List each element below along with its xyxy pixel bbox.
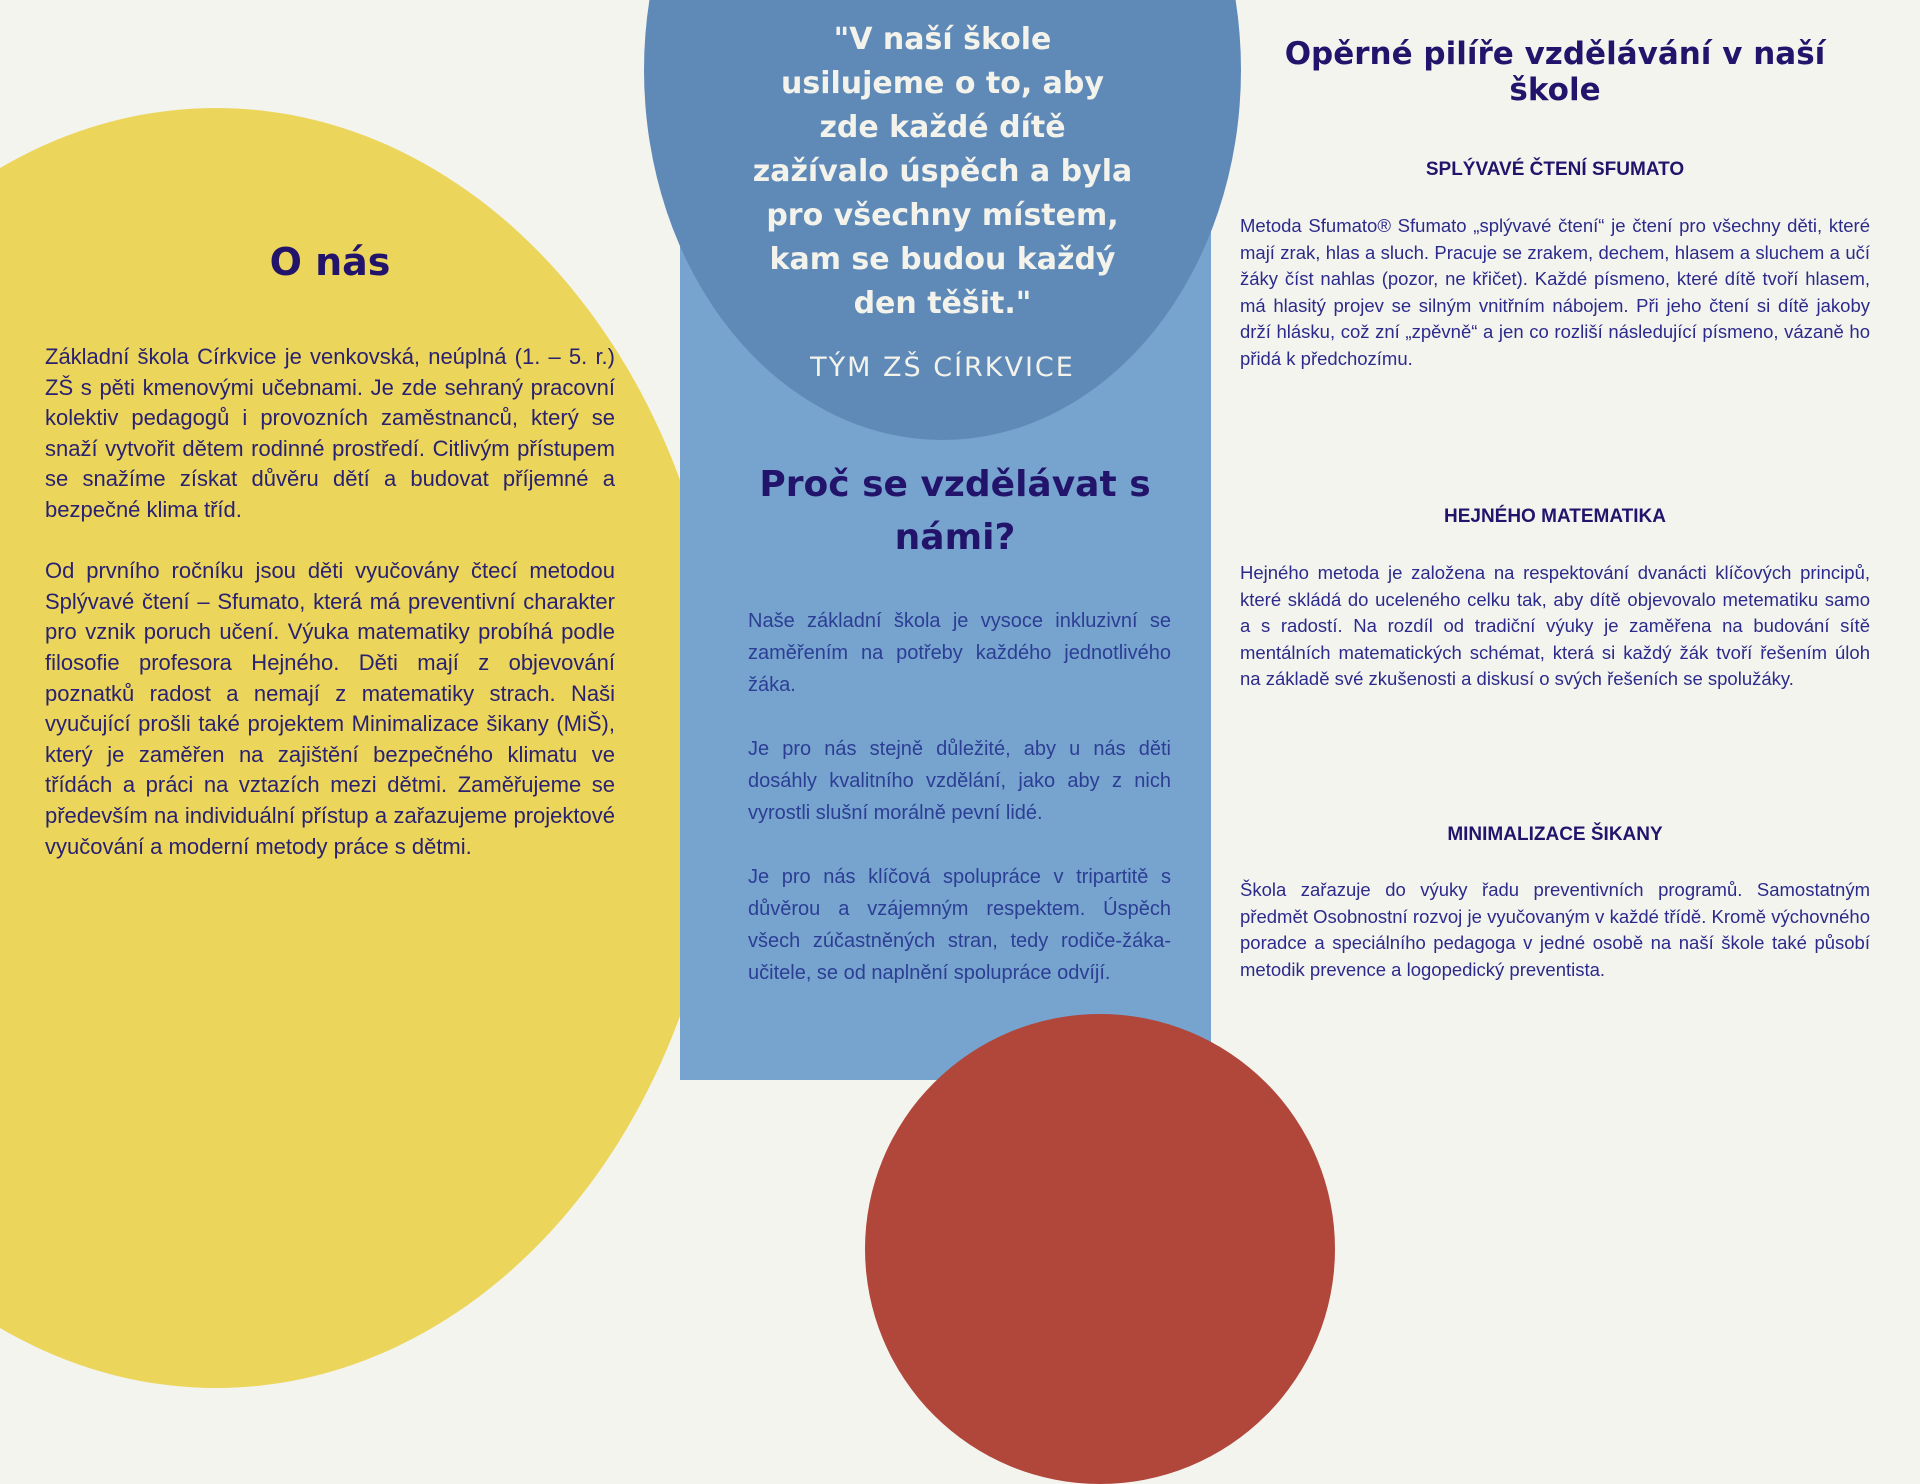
why-us-title: Proč se vzdělávat s námi?	[759, 464, 1151, 558]
quote-author: TÝM ZŠ CÍRKVICE	[810, 352, 1075, 383]
pillar-heading-sfumato: SPLÝVAVÉ ČTENÍ SFUMATO	[1425, 159, 1685, 180]
pillar-text-hejny: Hejného metoda je založena na respektování dvanácti klíčových principů, které skládá do uceleného celku tak, aby dítě objevovalo metematiku samo a s radostí. Na rozdíl od tradiční výuky je zaměřena na budování sítě mentálních matematických schémat, která si každý žák tvoří řešením úloh na základě své zkušenosti a diskusí o svých řešeních se spolužáky.	[1240, 562, 1870, 690]
about-text: Základní škola Církvice je venkovská, neúplná (1. – 5. r.) ZŠ s pěti kmenovými učebnami. Je zde sehraný pracovní kolektiv pedagogů i provozních zaměstnanců, který se snaží vytvořit dětem rodinné prostředí. Citlivým přístupem se snažíme získat důvěru dětí a budovat příjemné a bezpečné klima tříd. Od prvního ročníku jsou děti vyučovány čtecí metodou Splývavé čtení – Sfumato, která má preventivní charakter pro vznik poruch učení. Výuka matematiky probíhá podle filosofie profesora Hejného. Děti mají z objevování poznatků radost a nemají z matematiky strach. Naši vyučující prošli také projektem Minimalizace šikany (MiŠ), který je zaměřen na zajištění bezpečného klimatu ve třídách a práci na vztazích mezi dětmi. Zaměřujeme se především na individuální přístup a zařazujeme projektové vyučování a moderní metody práce s dětmi.	[45, 344, 615, 859]
pillar-text-sfumato: Metoda Sfumato® Sfumato „splývavé čtení“ je čtení pro všechny děti, které mají zrak, hlas a sluch. Pracuje se zrakem, dechem, hlasem a sluchem a učí žáky číst nahlas (pozor, ne křičet). Každé písmeno, které dítě tvoří hlasem, má hlasitý projev se silným vnitřním nábojem. Při jeho čtení si dítě jakoby drží hlásku, což zní „zpěvně“ a jen co rozliší následující písmeno, vázaně ho přidá k předchozímu.	[1240, 215, 1870, 369]
red-circle-decoration	[865, 1014, 1335, 1484]
pillar-text-bullying: Škola zařazuje do výuky řadu preventivních programů. Samostatným předmět Osobnostní rozvoj je vyučovaným v každé třídě. Kromě výchovného poradce a speciálního pedagoga v jedné osobě na naší škole také působí metodik prevence a logopedický preventista.	[1240, 879, 1870, 980]
why-us-text: Naše základní škola je vysoce inkluzivní se zaměřením na potřeby každého jednotlivého žáka. Je pro nás stejně důležité, aby u nás děti dosáhly kvalitního vzdělání, jako aby z nich vyrostli slušní morálně pevní lidé. Je pro nás klíčová spolupráce v tripartitě s důvěrou a vzájemným respektem. Úspěch všech zúčastněných stran, tedy rodiče-žáka-učitele, se od naplnění spolupráce odvíjí.	[748, 610, 1171, 984]
about-title: O nás	[269, 240, 391, 284]
quote-text: "V naší škole usilujeme o to, aby zde každé dítě zažívalo úspěch a byla pro všechny místem, kam se budou každý den těšit."	[752, 22, 1133, 321]
pillars-title: Opěrné pilíře vzdělávání v naší škole	[1284, 36, 1826, 108]
pillar-heading-hejny: HEJNÉHO MATEMATIKA	[1443, 506, 1667, 527]
pillar-heading-bullying: MINIMALIZACE ŠIKANY	[1447, 824, 1663, 845]
